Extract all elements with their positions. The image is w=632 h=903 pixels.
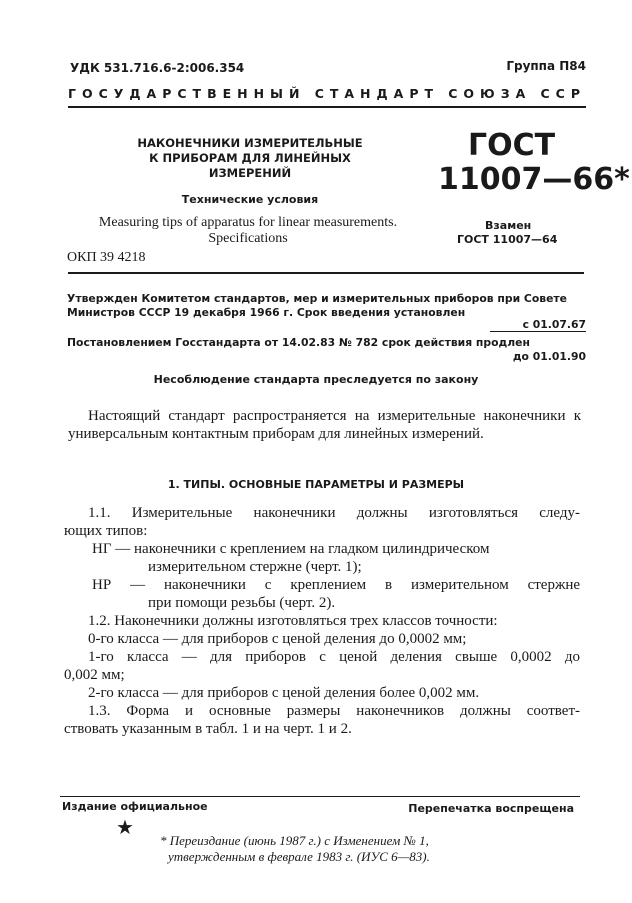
effective-date: с 01.07.67 — [522, 318, 586, 331]
approval-line: Министров СССР 19 декабря 1966 г. Срок введения установлен — [67, 306, 466, 319]
body-line: ющих типов: — [64, 523, 148, 539]
title-line: НАКОНЕЧНИКИ ИЗМЕРИТЕЛЬНЫЕ — [137, 136, 363, 150]
title-en-line: Measuring tips of apparatus for linear measurements. — [98, 215, 398, 230]
document-title-en — [68, 215, 428, 247]
title-line: К ПРИБОРАМ ДЛЯ ЛИНЕЙНЫХ — [149, 151, 351, 165]
extended-date: до 01.01.90 — [512, 350, 586, 363]
body-line: измерительном стержне (черт. 1); — [148, 559, 362, 575]
banner-word: ГОСУДАРСТВЕННЫЙ — [68, 86, 306, 101]
official-edition: Издание официальное — [62, 800, 208, 813]
body-line: 0-го класса — для приборов с ценой деления до 0,0002 мм; — [88, 631, 467, 647]
middle-rule — [68, 272, 584, 274]
gost-number: 11007—66* — [438, 162, 630, 197]
law-notice: Несоблюдение стандарта преследуется по закону — [153, 373, 479, 386]
top-rule — [68, 106, 586, 108]
udc-code: УДК 531.716.6-2:006.354 — [70, 61, 245, 75]
footnote-line: утвержденным в феврале 1983 г. (ИУС 6—83). — [168, 849, 430, 864]
body-line: 1.1. Измерительные наконечники должны изготовляться следу- — [88, 505, 580, 521]
body-line: ствовать указанным в табл. 1 и на черт. 1 и 2. — [64, 721, 352, 737]
footnote-line: * Переиздание (июнь 1987 г.) с Изменением № 1, — [160, 833, 429, 848]
group-code: Группа П84 — [506, 59, 586, 73]
footer-rule — [60, 796, 580, 797]
body-line: при помощи резьбы (черт. 2). — [148, 595, 336, 611]
body-line: 2-го класса — для приборов с ценой деления более 0,002 мм. — [88, 685, 480, 701]
document-title-ru — [100, 136, 400, 181]
replaces-gost: ГОСТ 11007—64 — [457, 233, 558, 246]
title-en-line: Specifications — [208, 231, 288, 246]
section-heading: 1. ТИПЫ. ОСНОВНЫЕ ПАРАМЕТРЫ И РАЗМЕРЫ — [167, 478, 465, 491]
body-line: 1.3. Форма и основные размеры наконечников должны соответ- — [88, 703, 580, 719]
decree-line: Постановлением Госстандарта от 14.02.83 № 782 срок действия продлен — [67, 336, 530, 349]
okp-code: ОКП 39 4218 — [67, 250, 146, 265]
state-standard-banner — [68, 86, 586, 101]
title-line: ИЗМЕРЕНИЙ — [208, 166, 292, 180]
intro-paragraph: Настоящий стандарт распространяется на измерительные наконечники к универсальным контактным приборам для линейных измерений. — [68, 408, 581, 442]
approval-line: Утвержден Комитетом стандартов, мер и измерительных приборов при Совете — [67, 292, 567, 305]
body-line: НГ — наконечники с креплением на гладком цилиндрическом — [92, 541, 490, 557]
gost-label: ГОСТ — [468, 128, 556, 163]
body-line: НР — наконечники с креплением в измерительном стержне — [92, 577, 580, 593]
star-icon: ★ — [116, 815, 134, 839]
banner-word: СТАНДАРТ — [314, 86, 440, 101]
body-line: 1-го класса — для приборов с ценой деления свыше 0,0002 до — [88, 649, 580, 665]
body-line: 0,002 мм; — [64, 667, 125, 683]
banner-word: СОЮЗА — [448, 86, 532, 101]
banner-word: ССР — [540, 86, 586, 101]
replaces-label: Взамен — [485, 219, 532, 232]
date-underline — [490, 331, 586, 332]
body-line: 1.2. Наконечники должны изготовляться трех классов точности: — [88, 613, 498, 629]
reprint-prohibited: Перепечатка воспрещена — [408, 802, 574, 815]
subtitle-ru: Технические условия — [181, 193, 319, 206]
